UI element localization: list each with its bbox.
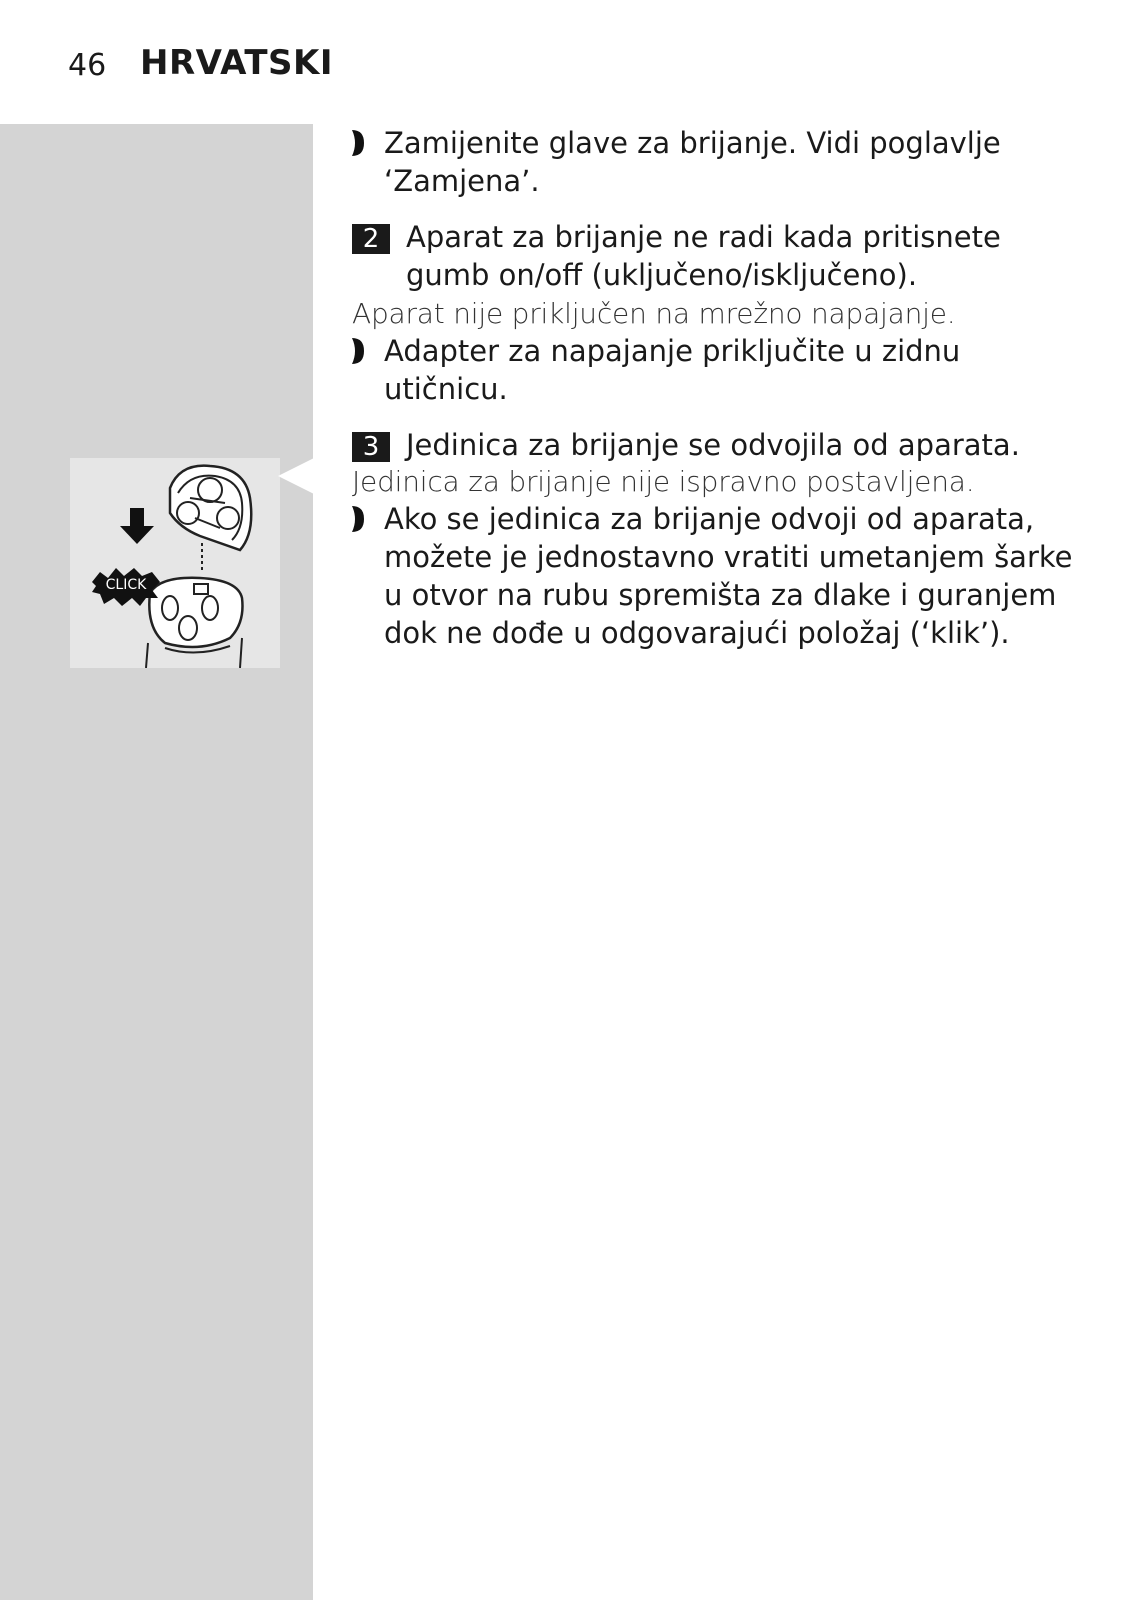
bullet-icon [352,338,364,364]
instruction-text: Adapter za napajanje priključite u zidnu utičnicu. [384,334,961,406]
sidebar [0,124,313,1600]
bullet-icon [352,506,364,532]
step-number: 3 [352,432,390,462]
cause-text [352,296,1082,332]
bullet-icon [352,130,364,156]
step-number: 2 [352,224,390,254]
main-content [352,124,1082,652]
problem-text: Aparat za brijanje ne radi kada pritisnete gumb on/off (uključeno/isključeno). [406,220,1001,292]
problem-step [352,426,1082,464]
down-arrow-icon [120,508,154,544]
section-title: HRVATSKI [140,43,333,83]
instruction-item [352,500,1082,652]
click-label: CLICK [105,577,147,593]
instruction-text: Ako se jedinica za brijanje odvoji od aparata, možete je jednostavno vratiti umetanjem šarke u otvor na rubu spremišta za dlake i guranjem dok ne dođe u odgovarajući položaj (‘klik’). [384,502,1073,650]
shaving-unit-illustration [70,458,280,668]
problem-step [352,218,1082,294]
instruction-text: Zamijenite glave za brijanje. Vidi poglavlje ‘Zamjena’. [384,126,1001,198]
instruction-item [352,124,1082,200]
page-number: 46 [68,48,107,83]
callout-pointer [278,458,314,494]
cause-label: Jedinica za brijanje nije ispravno postavljena. [352,465,975,498]
instruction-item [352,332,1082,408]
cause-label: Aparat nije priključen na mrežno napajanje. [352,297,956,330]
cause-text [352,464,1082,500]
problem-text: Jedinica za brijanje se odvojila od aparata. [406,428,1020,462]
